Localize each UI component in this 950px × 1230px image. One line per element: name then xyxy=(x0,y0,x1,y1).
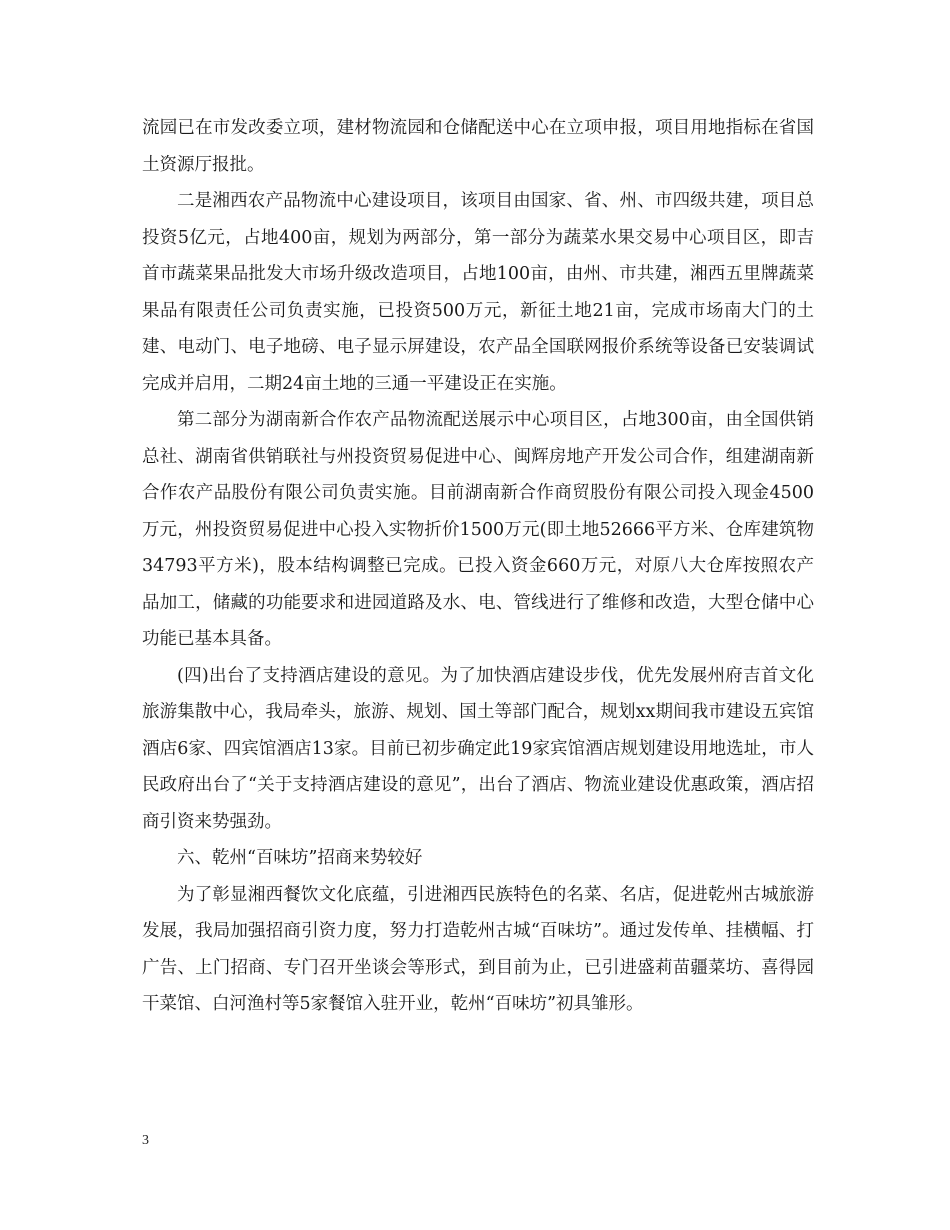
paragraph-1: 流园已在市发改委立项，建材物流园和仓储配送中心在立项申报，项目用地指标在省国土资源厅报批。 xyxy=(142,118,814,175)
page-number: 3 xyxy=(142,1133,149,1148)
document-body xyxy=(142,110,814,1023)
paragraph-4: (四)出台了支持酒店建设的意见。为了加快酒店建设步伐，优先发展州府吉首文化旅游集散中心，我局牵头，旅游、规划、国土等部门配合，规划xx期间我市建设五宾馆酒店6家、四宾馆酒店13家。目前已初步确定此19家宾馆酒店规划建设用地选址，市人民政府出台了“关于支持酒店建设的意见”，出台了酒店、物流业建设优惠政策，酒店招商引资来势强劲。 xyxy=(142,665,814,832)
paragraph-2: 二是湘西农产品物流中心建设项目，该项目由国家、省、州、市四级共建，项目总投资5亿元，占地400亩，规划为两部分，第一部分为蔬菜水果交易中心项目区，即吉首市蔬菜果品批发大市场升级改造项目，占地100亩，由州、市共建，湘西五里牌蔬菜果品有限责任公司负责实施，已投资500万元，新征土地21亩，完成市场南大门的土建、电动门、电子地磅、电子显示屏建设，农产品全国联网报价系统等设备已安装调试完成并启用，二期24亩土地的三通一平建设正在实施。 xyxy=(142,191,814,394)
section-heading: 六、乾州“百味坊”招商来势较好 xyxy=(177,848,423,868)
paragraph-3: 第二部分为湖南新合作农产品物流配送展示中心项目区，占地300亩，由全国供销总社、湖南省供销联社与州投资贸易促进中心、闽辉房地产开发公司合作，组建湖南新合作农产品股份有限公司负责实施。目前湖南新合作商贸股份有限公司投入现金4500万元，州投资贸易促进中心投入实物折价1500万元(即土地52666平方米、仓库建筑物34793平方米)，股本结构调整已完成。已投入资金660万元，对原八大仓库按照农产品加工，储藏的功能要求和进园道路及水、电、管线进行了维修和改造，大型仓储中心功能已基本具备。 xyxy=(142,410,814,649)
paragraph-6: 为了彰显湘西餐饮文化底蕴，引进湘西民族特色的名菜、名店，促进乾州古城旅游发展，我局加强招商引资力度，努力打造乾州古城“百味坊”。通过发传单、挂横幅、打广告、上门招商、专门召开坐谈会等形式，到目前为止，已引进盛莉苗疆菜坊、喜得园干菜馆、白河渔村等5家餐馆入驻开业，乾州“百味坊”初具雏形。 xyxy=(142,884,814,1014)
